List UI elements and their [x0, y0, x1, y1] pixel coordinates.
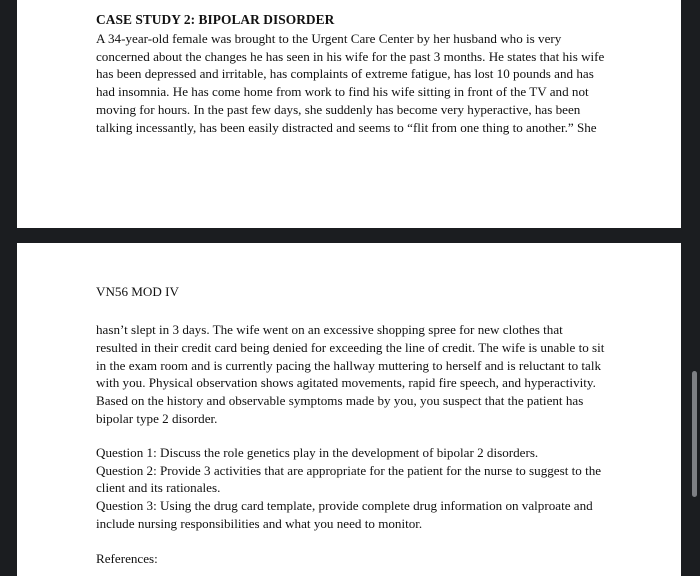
page-1-content: [96, 11, 608, 137]
document-page-1: [17, 0, 681, 228]
question-line: Question 3: Using the drug card template, provide complete drug information on valproate and: [96, 498, 593, 514]
page-header: VN56 MOD IV: [96, 284, 179, 299]
text-line: moving for hours. In the past few days, she suddenly has become very hyperactive, has been: [96, 101, 581, 117]
page-2-content: [96, 321, 608, 568]
question-line: client and its rationales.: [96, 480, 221, 496]
text-line: concerned about the changes he has seen in his wife for the past 3 months. He states that his wife: [96, 48, 605, 64]
vertical-scrollbar[interactable]: [692, 371, 697, 497]
text-line: resulted in their credit card being denied for exceeding the line of credit. The wife is unable to sit: [96, 339, 605, 355]
case-paragraph-part-2: [96, 321, 608, 428]
text-line: bipolar type 2 disorder.: [96, 410, 218, 426]
question-line: Question 2: Provide 3 activities that are appropriate for the patient for the nurse to suggest to the: [96, 462, 602, 478]
text-line: with you. Physical observation shows agitated movements, rapid fire speech, and hyperactivity.: [96, 375, 596, 391]
text-line: Based on the history and observable symptoms made by you, you suspect that the patient has: [96, 393, 584, 409]
case-study-title: CASE STUDY 2: BIPOLAR DISORDER: [96, 12, 335, 27]
text-line: A 34-year-old female was brought to the Urgent Care Center by her husband who is very: [96, 30, 562, 46]
text-line: has been depressed and irritable, has complaints of extreme fatigue, has lost 10 pounds and has: [96, 66, 594, 82]
text-line: in the exam room and is currently pacing the hallway muttering to herself and is reluctant to talk: [96, 357, 602, 373]
case-paragraph-part-1: [96, 30, 608, 137]
references-label: References:: [96, 550, 158, 566]
document-page-2: [17, 243, 681, 576]
text-line: had insomnia. He has come home from work to find his wife sitting in front of the TV and not: [96, 84, 589, 100]
text-line: hasn’t slept in 3 days. The wife went on an excessive shopping spree for new clothes that: [96, 322, 563, 337]
question-line: include nursing responsibilities and what you need to monitor.: [96, 515, 423, 531]
text-line: talking incessantly, has been easily distracted and seems to “flit from one thing to another.” She: [96, 119, 597, 135]
question-line: Question 1: Discuss the role genetics play in the development of bipolar 2 disorders.: [96, 444, 539, 460]
questions-list: [96, 444, 608, 533]
